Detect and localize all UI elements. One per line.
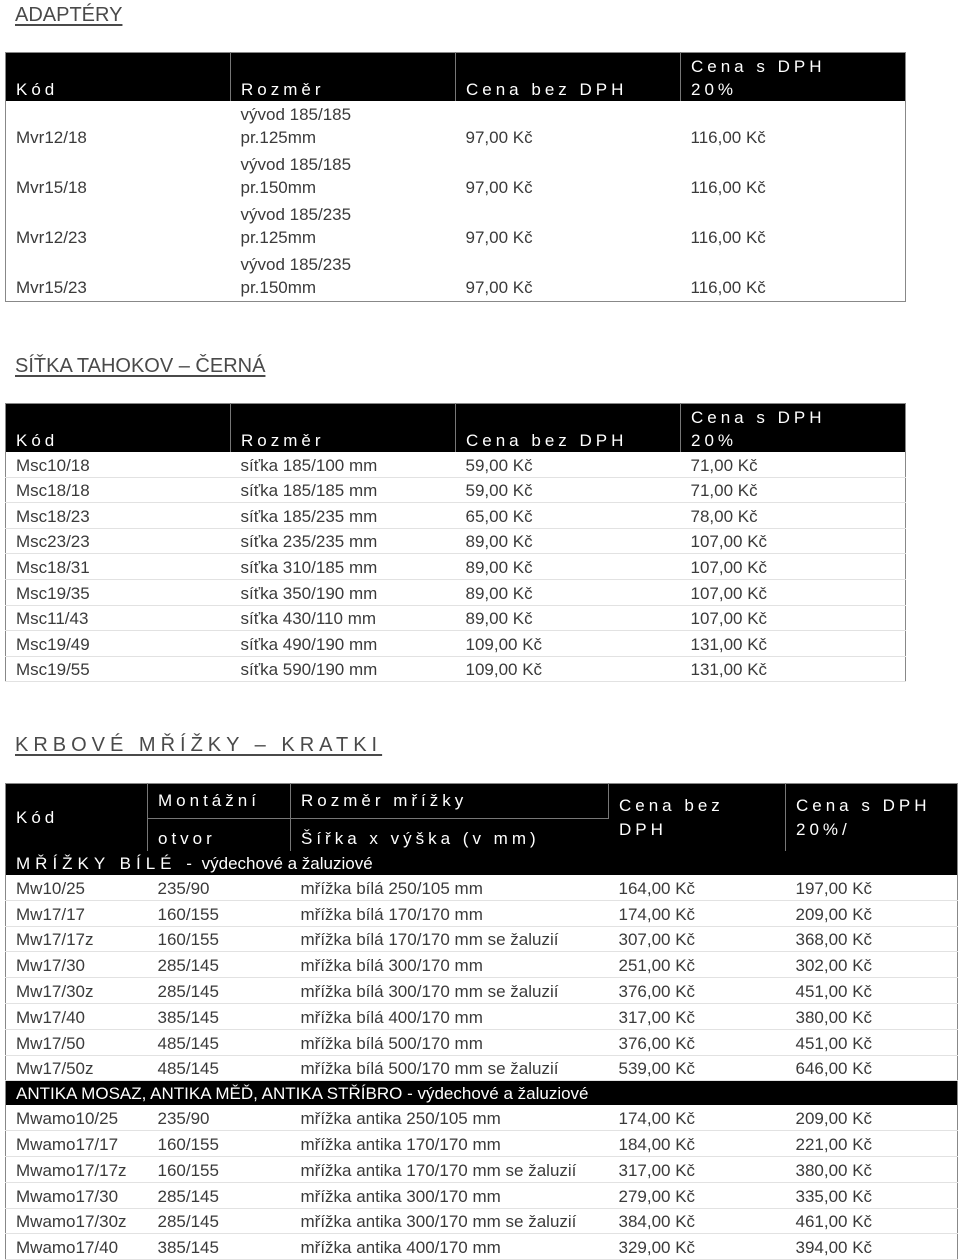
group-row-antika: [6, 1081, 958, 1106]
cell-kod: Msc11/43: [6, 605, 231, 631]
cell-cena-bez-dph: 164,00 Kč: [609, 875, 786, 900]
cell-kod: Msc18/23: [6, 503, 231, 529]
table-row: [6, 1208, 958, 1234]
header-cena-s-dph-line1: Cena s DPH: [691, 408, 826, 427]
cell-rozmer: síťka 185/235 mm: [231, 503, 456, 529]
cell-cena-bez-dph: 279,00 Kč: [609, 1182, 786, 1208]
cell-rozmer: mřížka bílá 170/170 mm se žaluzií: [291, 926, 609, 952]
header-cena-bez-dph: [609, 784, 786, 852]
cell-rozmer-line1: vývod 185/235: [240, 205, 352, 224]
cell-cena-bez-dph: 317,00 Kč: [609, 1003, 786, 1029]
cell-otvor: 160/155: [148, 900, 291, 926]
cell-rozmer: mřížka bílá 500/170 mm: [291, 1029, 609, 1055]
header-cena-s-dph-line2: 20%: [691, 80, 738, 99]
cell-cena-bez-dph: 329,00 Kč: [609, 1234, 786, 1260]
cell-cena-bez-dph: 307,00 Kč: [609, 926, 786, 952]
cell-cena-s-dph: 380,00 Kč: [786, 1003, 958, 1029]
cell-kod: Mw17/30z: [6, 978, 148, 1004]
cell-rozmer: síťka 490/190 mm: [231, 631, 456, 657]
cell-rozmer: mřížka antika 170/170 mm: [291, 1131, 609, 1157]
cell-cena-bez-dph: 89,00 Kč: [456, 528, 681, 554]
cell-cena-s-dph: 335,00 Kč: [786, 1182, 958, 1208]
cell-kod: Msc10/18: [6, 452, 231, 477]
cell-rozmer: [231, 151, 456, 201]
table-row: [6, 151, 906, 201]
cell-cena-s-dph: 116,00 Kč: [690, 278, 766, 297]
table-row: [6, 656, 906, 682]
cell-cena-s-dph: 78,00 Kč: [681, 503, 906, 529]
cell-rozmer-line1: vývod 185/235: [240, 255, 352, 274]
table-row: [6, 875, 958, 900]
cell-rozmer-line1: vývod 185/185: [240, 105, 352, 124]
cell-rozmer: mřížka bílá 300/170 mm se žaluzií: [291, 978, 609, 1004]
table-header: [6, 53, 906, 102]
cell-rozmer: mřížka antika 300/170 mm: [291, 1182, 609, 1208]
cell-kod: Mw17/17z: [6, 926, 148, 952]
cell-rozmer: mřížka bílá 170/170 mm: [291, 900, 609, 926]
header-cena-s-dph: [786, 784, 958, 852]
table-row: [6, 1156, 958, 1182]
table-row: [6, 1105, 958, 1130]
cell-rozmer: mřížka bílá 500/170 mm se žaluzií: [291, 1055, 609, 1081]
cell-kod: Msc19/49: [6, 631, 231, 657]
cell-rozmer: síťka 185/185 mm: [231, 477, 456, 503]
table-row: [6, 978, 958, 1004]
cell-cena-s-dph: 394,00 Kč: [786, 1234, 958, 1260]
header-sirka-vyska: Šířka x výška (v mm): [291, 819, 609, 852]
table-sitka: [5, 403, 906, 682]
cell-kod: Mw17/17: [6, 900, 148, 926]
header-kod: Kód: [6, 784, 148, 852]
cell-otvor: 160/155: [148, 1156, 291, 1182]
cell-cena-bez-dph: 59,00 Kč: [456, 477, 681, 503]
header-kod: Kód: [6, 53, 231, 102]
cell-cena-bez-dph: 184,00 Kč: [609, 1131, 786, 1157]
section-title-adaptery: ADAPTÉRY: [15, 4, 123, 26]
table-row: [6, 554, 906, 580]
table-row: [6, 528, 906, 554]
table-row: [6, 1055, 958, 1081]
cell-cena-bez-dph: 65,00 Kč: [456, 503, 681, 529]
cell-cena-s-dph: 107,00 Kč: [681, 528, 906, 554]
cell-otvor: 160/155: [148, 926, 291, 952]
cell-cena-bez-dph: 89,00 Kč: [456, 554, 681, 580]
cell-kod: Mwamo17/40: [6, 1234, 148, 1260]
header-cena-bez-dph: Cena bez DPH: [456, 53, 681, 102]
header-cena-s-dph: [681, 53, 906, 102]
table-row: [6, 900, 958, 926]
cell-kod: Msc18/18: [6, 477, 231, 503]
cell-cena-s-dph: 197,00 Kč: [786, 875, 958, 900]
cell-kod: Mwamo10/25: [6, 1105, 148, 1130]
cell-kod: Mw17/50z: [6, 1055, 148, 1081]
cell-cena-bez-dph: 89,00 Kč: [456, 579, 681, 605]
cell-rozmer-line2: pr.150mm: [240, 178, 317, 197]
cell-kod: Mvr15/18: [16, 178, 87, 197]
cell-rozmer: [231, 201, 456, 251]
cell-cena-s-dph: 71,00 Kč: [681, 452, 906, 477]
header-rozmer: Rozměr: [231, 404, 456, 453]
group-label: [6, 851, 958, 875]
cell-otvor: 285/145: [148, 952, 291, 978]
cell-cena-bez-dph: 317,00 Kč: [609, 1156, 786, 1182]
cell-cena-s-dph: 646,00 Kč: [786, 1055, 958, 1081]
table-row: [6, 952, 958, 978]
cell-kod: Msc23/23: [6, 528, 231, 554]
cell-kod: Mvr12/23: [16, 228, 87, 247]
cell-cena-s-dph: 71,00 Kč: [681, 477, 906, 503]
cell-cena-bez-dph: 89,00 Kč: [456, 605, 681, 631]
header-cena-bez-line2: DPH: [619, 819, 667, 839]
table-adaptery: [5, 52, 906, 302]
cell-rozmer-line2: pr.125mm: [240, 228, 317, 247]
section-title-sitka: SÍŤKA TAHOKOV – ČERNÁ: [15, 355, 266, 377]
cell-cena-bez-dph: 109,00 Kč: [456, 631, 681, 657]
cell-kod: Mwamo17/17: [6, 1131, 148, 1157]
cell-otvor: 485/145: [148, 1055, 291, 1081]
cell-rozmer: síťka 430/110 mm: [231, 605, 456, 631]
cell-otvor: 235/90: [148, 875, 291, 900]
cell-rozmer: mřížka bílá 300/170 mm: [291, 952, 609, 978]
cell-otvor: 385/145: [148, 1003, 291, 1029]
cell-kod: Msc19/55: [6, 656, 231, 682]
cell-cena-bez-dph: 174,00 Kč: [609, 1105, 786, 1130]
cell-kod: Mw17/30: [6, 952, 148, 978]
table-row: [6, 101, 906, 151]
header-cena-s-dph-line1: Cena s DPH: [691, 57, 826, 76]
header-cena-s-dph-line2: 20%: [691, 431, 738, 450]
cell-otvor: 160/155: [148, 1131, 291, 1157]
cell-rozmer: síťka 185/100 mm: [231, 452, 456, 477]
cell-kod: Mwamo17/30: [6, 1182, 148, 1208]
group-row-mrizky-bile: [6, 851, 958, 875]
cell-cena-s-dph: 451,00 Kč: [786, 1029, 958, 1055]
table-row: [6, 926, 958, 952]
cell-rozmer: mřížka antika 400/170 mm: [291, 1234, 609, 1260]
header-rozmer-mrizky: Rozměr mřížky: [291, 784, 609, 819]
cell-cena-s-dph: 451,00 Kč: [786, 978, 958, 1004]
header-montazni: Montážní: [148, 784, 291, 819]
cell-rozmer: síťka 590/190 mm: [231, 656, 456, 682]
cell-cena-bez-dph: 539,00 Kč: [609, 1055, 786, 1081]
cell-otvor: 285/145: [148, 1208, 291, 1234]
header-cena-bez-dph: Cena bez DPH: [456, 404, 681, 453]
table-row: [6, 1131, 958, 1157]
cell-kod: Mvr15/23: [16, 278, 87, 297]
cell-rozmer: mřížka antika 250/105 mm: [291, 1105, 609, 1130]
table-row: [6, 1182, 958, 1208]
cell-kod: Mw17/40: [6, 1003, 148, 1029]
header-cena-bez-line1: Cena bez: [619, 795, 724, 815]
table-row: [6, 1029, 958, 1055]
cell-kod: Msc19/35: [6, 579, 231, 605]
cell-rozmer: mřížka bílá 400/170 mm: [291, 1003, 609, 1029]
cell-cena-s-dph: 461,00 Kč: [786, 1208, 958, 1234]
cell-otvor: 485/145: [148, 1029, 291, 1055]
cell-cena-bez-dph: 97,00 Kč: [465, 178, 533, 197]
cell-rozmer: [231, 101, 456, 151]
cell-cena-bez-dph: 376,00 Kč: [609, 1029, 786, 1055]
cell-cena-s-dph: 116,00 Kč: [690, 178, 766, 197]
table-row: [6, 579, 906, 605]
table-row: [6, 251, 906, 302]
group-label: ANTIKA MOSAZ, ANTIKA MĚĎ, ANTIKA STŘÍBRO - výdechové a žaluziové: [6, 1081, 958, 1106]
cell-kod: Mw10/25: [6, 875, 148, 900]
cell-rozmer: síťka 310/185 mm: [231, 554, 456, 580]
cell-otvor: 385/145: [148, 1234, 291, 1260]
header-cena-s-line2: 20%/: [796, 819, 851, 839]
table-row: [6, 1003, 958, 1029]
header-otvor: otvor: [148, 819, 291, 852]
cell-rozmer: [231, 251, 456, 302]
cell-rozmer: síťka 235/235 mm: [231, 528, 456, 554]
cell-cena-s-dph: 131,00 Kč: [681, 631, 906, 657]
cell-rozmer-line1: vývod 185/185: [240, 155, 352, 174]
cell-cena-bez-dph: 97,00 Kč: [465, 278, 533, 297]
cell-kod: Mvr12/18: [16, 128, 87, 147]
cell-rozmer-line2: pr.125mm: [240, 128, 317, 147]
cell-otvor: 235/90: [148, 1105, 291, 1130]
cell-otvor: 285/145: [148, 978, 291, 1004]
cell-rozmer: mřížka bílá 250/105 mm: [291, 875, 609, 900]
group-label-rest: výdechové a žaluziové: [201, 854, 373, 873]
cell-cena-bez-dph: 97,00 Kč: [465, 128, 533, 147]
table-row: [6, 1234, 958, 1260]
table-header: [6, 784, 958, 819]
cell-cena-bez-dph: 109,00 Kč: [456, 656, 681, 682]
table-row: [6, 605, 906, 631]
header-cena-s-line1: Cena s DPH: [796, 795, 931, 815]
cell-cena-bez-dph: 384,00 Kč: [609, 1208, 786, 1234]
cell-cena-bez-dph: 97,00 Kč: [465, 228, 533, 247]
group-label-spaced: MŘÍŽKY BÍLÉ -: [16, 854, 197, 873]
table-row: [6, 452, 906, 477]
cell-kod: Msc18/31: [6, 554, 231, 580]
cell-cena-s-dph: 131,00 Kč: [681, 656, 906, 682]
cell-cena-s-dph: 380,00 Kč: [786, 1156, 958, 1182]
header-kod: Kód: [6, 404, 231, 453]
cell-cena-s-dph: 107,00 Kč: [681, 605, 906, 631]
cell-kod: Mwamo17/30z: [6, 1208, 148, 1234]
cell-cena-s-dph: 116,00 Kč: [690, 228, 766, 247]
section-title-krbove-mrizky: KRBOVÉ MŘÍŽKY – KRATKI: [15, 734, 383, 756]
cell-cena-s-dph: 209,00 Kč: [786, 900, 958, 926]
cell-cena-bez-dph: 376,00 Kč: [609, 978, 786, 1004]
cell-cena-bez-dph: 174,00 Kč: [609, 900, 786, 926]
cell-cena-s-dph: 302,00 Kč: [786, 952, 958, 978]
cell-cena-bez-dph: 59,00 Kč: [456, 452, 681, 477]
table-row: [6, 477, 906, 503]
cell-otvor: 285/145: [148, 1182, 291, 1208]
table-krbove-mrizky: [5, 783, 958, 1260]
cell-cena-s-dph: 368,00 Kč: [786, 926, 958, 952]
cell-cena-s-dph: 107,00 Kč: [681, 554, 906, 580]
cell-kod: Mwamo17/17z: [6, 1156, 148, 1182]
table-header: [6, 404, 906, 453]
cell-rozmer: mřížka antika 300/170 mm se žaluzií: [291, 1208, 609, 1234]
header-rozmer: Rozměr: [231, 53, 456, 102]
cell-cena-s-dph: 209,00 Kč: [786, 1105, 958, 1130]
cell-cena-bez-dph: 251,00 Kč: [609, 952, 786, 978]
cell-rozmer: síťka 350/190 mm: [231, 579, 456, 605]
cell-cena-s-dph: 107,00 Kč: [681, 579, 906, 605]
cell-kod: Mw17/50: [6, 1029, 148, 1055]
table-row: [6, 503, 906, 529]
cell-rozmer: mřížka antika 170/170 mm se žaluzií: [291, 1156, 609, 1182]
table-row: [6, 631, 906, 657]
table-row: [6, 201, 906, 251]
cell-cena-s-dph: 221,00 Kč: [786, 1131, 958, 1157]
header-cena-s-dph: [681, 404, 906, 453]
cell-rozmer-line2: pr.150mm: [240, 278, 317, 297]
cell-cena-s-dph: 116,00 Kč: [690, 128, 766, 147]
